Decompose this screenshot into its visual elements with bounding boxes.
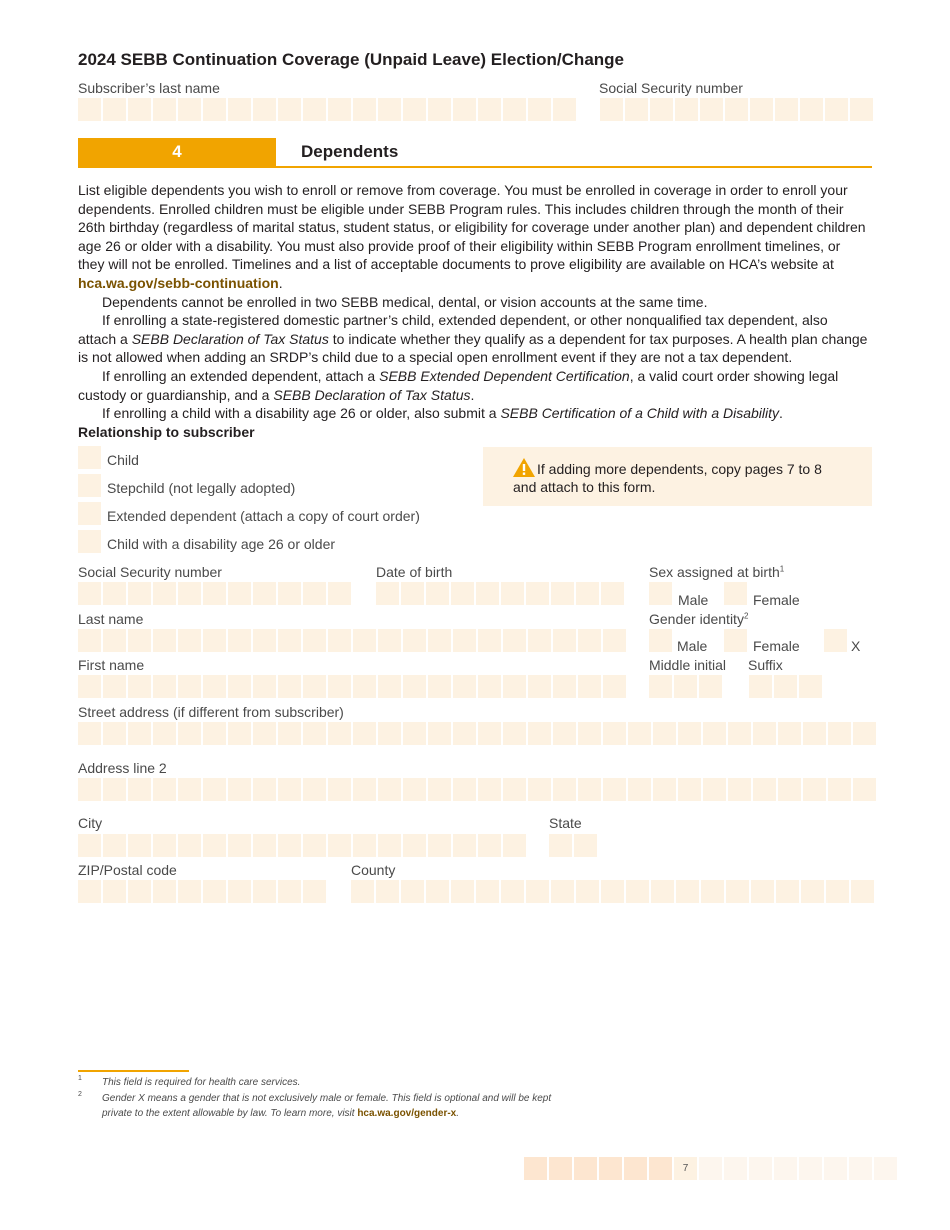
char-box[interactable] bbox=[501, 880, 524, 903]
char-box[interactable] bbox=[378, 629, 401, 652]
char-box[interactable] bbox=[401, 582, 424, 605]
gender-identity-label: Gender identity$^2$ bbox=[649, 611, 749, 627]
char-box[interactable] bbox=[228, 880, 251, 903]
city-label: City bbox=[78, 815, 103, 831]
char-box[interactable] bbox=[551, 880, 574, 903]
relationship-stepchild-checkbox[interactable] bbox=[78, 474, 101, 497]
char-box[interactable] bbox=[278, 722, 301, 745]
char-box[interactable] bbox=[528, 778, 551, 801]
char-box[interactable] bbox=[553, 98, 576, 121]
instructions-p3: If enrolling a state-registered domestic partner’s child, extended dependent, or other nonqualified tax dependent, also attach a SEBB Declaration of Tax Status to indicate whether they qualify as a dependent for tax purposes. A health plan change is not allowed when adding an SRDP’s child due to a special open enrollment event if they are not a tax dependent. bbox=[78, 312, 868, 366]
char-box[interactable] bbox=[328, 582, 351, 605]
char-box[interactable] bbox=[278, 880, 301, 903]
char-box[interactable] bbox=[78, 629, 101, 652]
char-box[interactable] bbox=[253, 629, 276, 652]
char-box[interactable] bbox=[675, 98, 698, 121]
char-box[interactable] bbox=[278, 582, 301, 605]
char-box[interactable] bbox=[453, 629, 476, 652]
footnote-2-text: Gender X means a gender that is not exclusively male or female. This field is optional and will be kept private to the extent allowable by law. To learn more, visit hca.wa.gov/gender-x. bbox=[102, 1093, 552, 1119]
char-box[interactable] bbox=[178, 629, 201, 652]
char-box[interactable] bbox=[328, 629, 351, 652]
char-box[interactable] bbox=[753, 722, 776, 745]
relationship-disability-checkbox[interactable] bbox=[78, 530, 101, 553]
char-box[interactable] bbox=[503, 722, 526, 745]
char-box[interactable] bbox=[128, 582, 151, 605]
char-box[interactable] bbox=[78, 880, 101, 903]
county-label: County bbox=[351, 862, 396, 878]
char-box[interactable] bbox=[451, 880, 474, 903]
char-box[interactable] bbox=[228, 722, 251, 745]
char-box[interactable] bbox=[303, 98, 326, 121]
char-box[interactable] bbox=[128, 722, 151, 745]
char-box[interactable] bbox=[678, 778, 701, 801]
char-box[interactable] bbox=[503, 675, 526, 698]
zip-label: ZIP/Postal code bbox=[78, 862, 177, 878]
char-box[interactable] bbox=[376, 880, 399, 903]
char-box[interactable] bbox=[278, 675, 301, 698]
char-box[interactable] bbox=[203, 98, 226, 121]
first-name-label: First name bbox=[78, 657, 145, 673]
char-box[interactable] bbox=[203, 582, 226, 605]
subscriber-ssn-label: Social Security number bbox=[599, 80, 743, 96]
char-box[interactable] bbox=[376, 582, 399, 605]
char-box[interactable] bbox=[625, 98, 648, 121]
char-box[interactable] bbox=[428, 675, 451, 698]
char-box[interactable] bbox=[778, 778, 801, 801]
char-box[interactable] bbox=[103, 880, 126, 903]
instructions bbox=[78, 181, 868, 441]
instructions-p1: List eligible dependents you wish to enroll or remove from coverage. You must be enrolled in coverage in order to enroll your dependents. Enrolled children must be eligible under SEBB Program rules. This includes children through the month of their 26th birthday (regardless of marital status, student status, or eligibility for coverage under another plan) and dependent children age 26 or older with a disability. You must also provide proof of their eligibility within SEBB Program enrollment timelines, or they will not be enrolled. Timelines and a list of acceptable documents to prove eligibility are available on HCA’s website at hca.wa.gov/sebb-continuation. bbox=[78, 182, 866, 291]
char-box[interactable] bbox=[649, 675, 672, 698]
char-box[interactable] bbox=[403, 778, 426, 801]
char-box[interactable] bbox=[728, 722, 751, 745]
char-box[interactable] bbox=[753, 778, 776, 801]
char-box[interactable] bbox=[128, 675, 151, 698]
char-box[interactable] bbox=[128, 834, 151, 857]
char-box[interactable] bbox=[203, 834, 226, 857]
section-title: Dependents bbox=[301, 142, 399, 161]
char-box[interactable] bbox=[403, 98, 426, 121]
char-box[interactable] bbox=[778, 722, 801, 745]
char-box[interactable] bbox=[103, 778, 126, 801]
char-box[interactable] bbox=[228, 98, 251, 121]
char-box[interactable] bbox=[278, 834, 301, 857]
char-box[interactable] bbox=[728, 778, 751, 801]
char-box[interactable] bbox=[601, 582, 624, 605]
char-box[interactable] bbox=[403, 675, 426, 698]
char-box[interactable] bbox=[528, 675, 551, 698]
gender-female-checkbox[interactable] bbox=[724, 629, 747, 652]
relationship-child-checkbox[interactable] bbox=[78, 446, 101, 469]
char-box[interactable] bbox=[353, 98, 376, 121]
char-box[interactable] bbox=[478, 98, 501, 121]
char-box[interactable] bbox=[78, 582, 101, 605]
char-box[interactable] bbox=[700, 98, 723, 121]
char-box[interactable] bbox=[453, 834, 476, 857]
char-box[interactable] bbox=[178, 98, 201, 121]
char-box[interactable] bbox=[800, 98, 823, 121]
char-box[interactable] bbox=[553, 629, 576, 652]
char-box[interactable] bbox=[775, 98, 798, 121]
notice-line-2: and attach to this form. bbox=[513, 479, 656, 495]
first-name-input[interactable] bbox=[78, 675, 626, 698]
char-box[interactable] bbox=[503, 98, 526, 121]
char-box[interactable] bbox=[826, 880, 849, 903]
char-box[interactable] bbox=[628, 778, 651, 801]
char-box[interactable] bbox=[528, 629, 551, 652]
county-input[interactable] bbox=[351, 880, 874, 903]
char-box[interactable] bbox=[750, 98, 773, 121]
relationship-child-label: Child bbox=[107, 452, 139, 468]
char-box[interactable] bbox=[403, 629, 426, 652]
char-box[interactable] bbox=[203, 629, 226, 652]
char-box[interactable] bbox=[178, 722, 201, 745]
char-box[interactable] bbox=[203, 778, 226, 801]
address-line2-input[interactable] bbox=[78, 778, 876, 801]
char-box[interactable] bbox=[576, 880, 599, 903]
char-box[interactable] bbox=[303, 582, 326, 605]
char-box[interactable] bbox=[103, 834, 126, 857]
char-box[interactable] bbox=[428, 778, 451, 801]
char-box[interactable] bbox=[253, 880, 276, 903]
char-box[interactable] bbox=[701, 880, 724, 903]
instructions-p5: If enrolling a child with a disability age 26 or older, also submit a SEBB Certification of a Child with a Disability. bbox=[102, 405, 783, 422]
char-box[interactable] bbox=[103, 675, 126, 698]
char-box[interactable] bbox=[850, 98, 873, 121]
char-box[interactable] bbox=[278, 98, 301, 121]
char-box[interactable] bbox=[553, 778, 576, 801]
char-box[interactable] bbox=[351, 880, 374, 903]
street-address-label: Street address (if different from subscriber) bbox=[78, 704, 344, 720]
char-box[interactable] bbox=[203, 675, 226, 698]
char-box[interactable] bbox=[574, 834, 597, 857]
sex-at-birth-label: Sex assigned at birth$^1$ bbox=[649, 564, 785, 580]
char-box[interactable] bbox=[128, 98, 151, 121]
char-box[interactable] bbox=[503, 834, 526, 857]
char-box[interactable] bbox=[428, 98, 451, 121]
char-box[interactable] bbox=[153, 675, 176, 698]
char-box[interactable] bbox=[428, 722, 451, 745]
char-box[interactable] bbox=[501, 582, 524, 605]
subscriber-ssn-input[interactable] bbox=[600, 98, 873, 121]
char-box[interactable] bbox=[828, 778, 851, 801]
char-box[interactable] bbox=[153, 880, 176, 903]
char-box[interactable] bbox=[801, 880, 824, 903]
char-box[interactable] bbox=[303, 675, 326, 698]
char-box[interactable] bbox=[478, 722, 501, 745]
char-box[interactable] bbox=[178, 880, 201, 903]
char-box[interactable] bbox=[78, 722, 101, 745]
dob-input[interactable] bbox=[376, 582, 624, 605]
page-number: 7 bbox=[674, 1157, 697, 1180]
char-box[interactable] bbox=[328, 98, 351, 121]
char-box[interactable] bbox=[453, 778, 476, 801]
suffix-input[interactable] bbox=[749, 675, 822, 698]
char-box[interactable] bbox=[228, 675, 251, 698]
section-number: 4 bbox=[78, 138, 276, 166]
middle-initial-label: Middle initial bbox=[649, 657, 727, 673]
middle-initial-input[interactable] bbox=[649, 675, 722, 698]
char-box[interactable] bbox=[799, 675, 822, 698]
state-input[interactable] bbox=[549, 834, 597, 857]
char-box[interactable] bbox=[576, 582, 599, 605]
suffix-label: Suffix bbox=[748, 657, 783, 673]
char-box[interactable] bbox=[549, 834, 572, 857]
char-box[interactable] bbox=[253, 582, 276, 605]
relationship-extended-checkbox[interactable] bbox=[78, 502, 101, 525]
state-label: State bbox=[549, 815, 582, 831]
char-box[interactable] bbox=[228, 778, 251, 801]
char-box[interactable] bbox=[103, 722, 126, 745]
char-box[interactable] bbox=[451, 582, 474, 605]
subscriber-last-name-label: Subscriber’s last name bbox=[78, 80, 220, 96]
char-box[interactable] bbox=[578, 629, 601, 652]
char-box[interactable] bbox=[153, 778, 176, 801]
relationship-stepchild-label: Stepchild (not legally adopted) bbox=[107, 480, 296, 496]
gender-male-label: Male bbox=[677, 638, 708, 654]
char-box[interactable] bbox=[353, 834, 376, 857]
char-box[interactable] bbox=[553, 675, 576, 698]
char-box[interactable] bbox=[78, 98, 101, 121]
char-box[interactable] bbox=[303, 778, 326, 801]
char-box[interactable] bbox=[803, 722, 826, 745]
char-box[interactable] bbox=[153, 722, 176, 745]
char-box[interactable] bbox=[703, 722, 726, 745]
footnote-2-number: 2 bbox=[78, 1091, 82, 1098]
char-box[interactable] bbox=[678, 722, 701, 745]
zip-input[interactable] bbox=[78, 880, 326, 903]
char-box[interactable] bbox=[378, 722, 401, 745]
char-box[interactable] bbox=[403, 834, 426, 857]
char-box[interactable] bbox=[749, 675, 772, 698]
char-box[interactable] bbox=[353, 722, 376, 745]
char-box[interactable] bbox=[776, 880, 799, 903]
char-box[interactable] bbox=[578, 778, 601, 801]
char-box[interactable] bbox=[253, 98, 276, 121]
last-name-label: Last name bbox=[78, 611, 144, 627]
char-box[interactable] bbox=[153, 582, 176, 605]
char-box[interactable] bbox=[328, 675, 351, 698]
char-box[interactable] bbox=[428, 834, 451, 857]
street-address-input[interactable] bbox=[78, 722, 876, 745]
char-box[interactable] bbox=[153, 98, 176, 121]
char-box[interactable] bbox=[825, 98, 848, 121]
char-box[interactable] bbox=[78, 675, 101, 698]
char-box[interactable] bbox=[278, 629, 301, 652]
char-box[interactable] bbox=[328, 778, 351, 801]
gender-male-checkbox[interactable] bbox=[649, 629, 672, 652]
gender-x-label: X bbox=[851, 638, 861, 654]
sebb-continuation-link[interactable]: hca.wa.gov/sebb-continuation bbox=[78, 274, 279, 291]
char-box[interactable] bbox=[228, 834, 251, 857]
char-box[interactable] bbox=[203, 722, 226, 745]
copy-pages-notice bbox=[483, 447, 872, 506]
char-box[interactable] bbox=[803, 778, 826, 801]
dob-label: Date of birth bbox=[376, 564, 453, 580]
char-box[interactable] bbox=[626, 880, 649, 903]
char-box[interactable] bbox=[674, 675, 697, 698]
page-indicator bbox=[524, 1157, 897, 1180]
char-box[interactable] bbox=[178, 582, 201, 605]
char-box[interactable] bbox=[676, 880, 699, 903]
char-box[interactable] bbox=[853, 778, 876, 801]
address-line2-label: Address line 2 bbox=[78, 760, 167, 776]
char-box[interactable] bbox=[153, 629, 176, 652]
relationship-heading: Relationship to subscriber bbox=[78, 423, 255, 440]
char-box[interactable] bbox=[228, 582, 251, 605]
char-box[interactable] bbox=[153, 834, 176, 857]
char-box[interactable] bbox=[578, 722, 601, 745]
char-box[interactable] bbox=[353, 629, 376, 652]
char-box[interactable] bbox=[503, 629, 526, 652]
char-box[interactable] bbox=[103, 582, 126, 605]
relationship-disability-label: Child with a disability age 26 or older bbox=[107, 536, 336, 552]
char-box[interactable] bbox=[528, 98, 551, 121]
city-input[interactable] bbox=[78, 834, 526, 857]
char-box[interactable] bbox=[851, 880, 874, 903]
instructions-p4: If enrolling an extended dependent, attach a SEBB Extended Dependent Certification, a valid court order showing legal custody or guardianship, and a SEBB Declaration of Tax Status. bbox=[78, 367, 839, 403]
char-box[interactable] bbox=[553, 722, 576, 745]
char-box[interactable] bbox=[853, 722, 876, 745]
char-box[interactable] bbox=[401, 880, 424, 903]
char-box[interactable] bbox=[603, 722, 626, 745]
char-box[interactable] bbox=[128, 880, 151, 903]
char-box[interactable] bbox=[703, 778, 726, 801]
char-box[interactable] bbox=[253, 722, 276, 745]
char-box[interactable] bbox=[478, 778, 501, 801]
char-box[interactable] bbox=[253, 834, 276, 857]
char-box[interactable] bbox=[503, 778, 526, 801]
footnote-1-text: This field is required for health care services. bbox=[102, 1077, 301, 1088]
sex-male-checkbox[interactable] bbox=[649, 582, 672, 605]
char-box[interactable] bbox=[128, 629, 151, 652]
char-box[interactable] bbox=[603, 629, 626, 652]
char-box[interactable] bbox=[328, 834, 351, 857]
char-box[interactable] bbox=[178, 778, 201, 801]
char-box[interactable] bbox=[751, 880, 774, 903]
char-box[interactable] bbox=[828, 722, 851, 745]
char-box[interactable] bbox=[103, 629, 126, 652]
char-box[interactable] bbox=[478, 629, 501, 652]
char-box[interactable] bbox=[378, 778, 401, 801]
char-box[interactable] bbox=[78, 834, 101, 857]
char-box[interactable] bbox=[426, 880, 449, 903]
char-box[interactable] bbox=[353, 778, 376, 801]
subscriber-last-name-input[interactable] bbox=[78, 98, 576, 121]
char-box[interactable] bbox=[578, 675, 601, 698]
char-box[interactable] bbox=[478, 675, 501, 698]
form-title: 2024 SEBB Continuation Coverage (Unpaid Leave) Election/Change bbox=[78, 50, 624, 69]
char-box[interactable] bbox=[651, 880, 674, 903]
char-box[interactable] bbox=[303, 629, 326, 652]
footnote-divider bbox=[78, 1070, 189, 1072]
char-box[interactable] bbox=[476, 582, 499, 605]
char-box[interactable] bbox=[378, 675, 401, 698]
char-box[interactable] bbox=[526, 880, 549, 903]
char-box[interactable] bbox=[303, 834, 326, 857]
char-box[interactable] bbox=[403, 722, 426, 745]
char-box[interactable] bbox=[603, 778, 626, 801]
char-box[interactable] bbox=[453, 722, 476, 745]
char-box[interactable] bbox=[601, 880, 624, 903]
section-header bbox=[78, 138, 872, 168]
sex-male-label: Male bbox=[678, 592, 709, 608]
char-box[interactable] bbox=[726, 880, 749, 903]
sex-female-checkbox[interactable] bbox=[724, 582, 747, 605]
char-box[interactable] bbox=[378, 98, 401, 121]
char-box[interactable] bbox=[628, 722, 651, 745]
char-box[interactable] bbox=[203, 880, 226, 903]
char-box[interactable] bbox=[103, 98, 126, 121]
char-box[interactable] bbox=[178, 675, 201, 698]
char-box[interactable] bbox=[528, 722, 551, 745]
char-box[interactable] bbox=[303, 880, 326, 903]
char-box[interactable] bbox=[653, 778, 676, 801]
char-box[interactable] bbox=[699, 675, 722, 698]
dependent-ssn-input[interactable] bbox=[78, 582, 351, 605]
char-box[interactable] bbox=[178, 834, 201, 857]
char-box[interactable] bbox=[303, 722, 326, 745]
char-box[interactable] bbox=[378, 834, 401, 857]
char-box[interactable] bbox=[725, 98, 748, 121]
char-box[interactable] bbox=[526, 582, 549, 605]
sex-female-label: Female bbox=[753, 592, 800, 608]
dependent-ssn-label: Social Security number bbox=[78, 564, 222, 580]
char-box[interactable] bbox=[478, 834, 501, 857]
gender-female-label: Female bbox=[753, 638, 800, 654]
char-box[interactable] bbox=[650, 98, 673, 121]
char-box[interactable] bbox=[653, 722, 676, 745]
char-box[interactable] bbox=[253, 675, 276, 698]
footnote-1-number: 1 bbox=[78, 1075, 82, 1082]
char-box[interactable] bbox=[476, 880, 499, 903]
char-box[interactable] bbox=[603, 675, 626, 698]
char-box[interactable] bbox=[453, 675, 476, 698]
char-box[interactable] bbox=[551, 582, 574, 605]
char-box[interactable] bbox=[278, 778, 301, 801]
relationship-extended-label: Extended dependent (attach a copy of court order) bbox=[107, 508, 420, 524]
instructions-p2: Dependents cannot be enrolled in two SEBB medical, dental, or vision accounts at the same time. bbox=[102, 293, 708, 310]
char-box[interactable] bbox=[774, 675, 797, 698]
char-box[interactable] bbox=[228, 629, 251, 652]
char-box[interactable] bbox=[353, 675, 376, 698]
notice-line-1: If adding more dependents, copy pages 7 to 8 bbox=[537, 461, 822, 477]
char-box[interactable] bbox=[453, 98, 476, 121]
gender-x-checkbox[interactable] bbox=[824, 629, 847, 652]
char-box[interactable] bbox=[78, 778, 101, 801]
gender-x-link[interactable]: hca.wa.gov/gender-x bbox=[357, 1108, 457, 1119]
last-name-input[interactable] bbox=[78, 629, 626, 652]
char-box[interactable] bbox=[600, 98, 623, 121]
char-box[interactable] bbox=[253, 778, 276, 801]
char-box[interactable] bbox=[128, 778, 151, 801]
char-box[interactable] bbox=[426, 582, 449, 605]
char-box[interactable] bbox=[428, 629, 451, 652]
char-box[interactable] bbox=[328, 722, 351, 745]
